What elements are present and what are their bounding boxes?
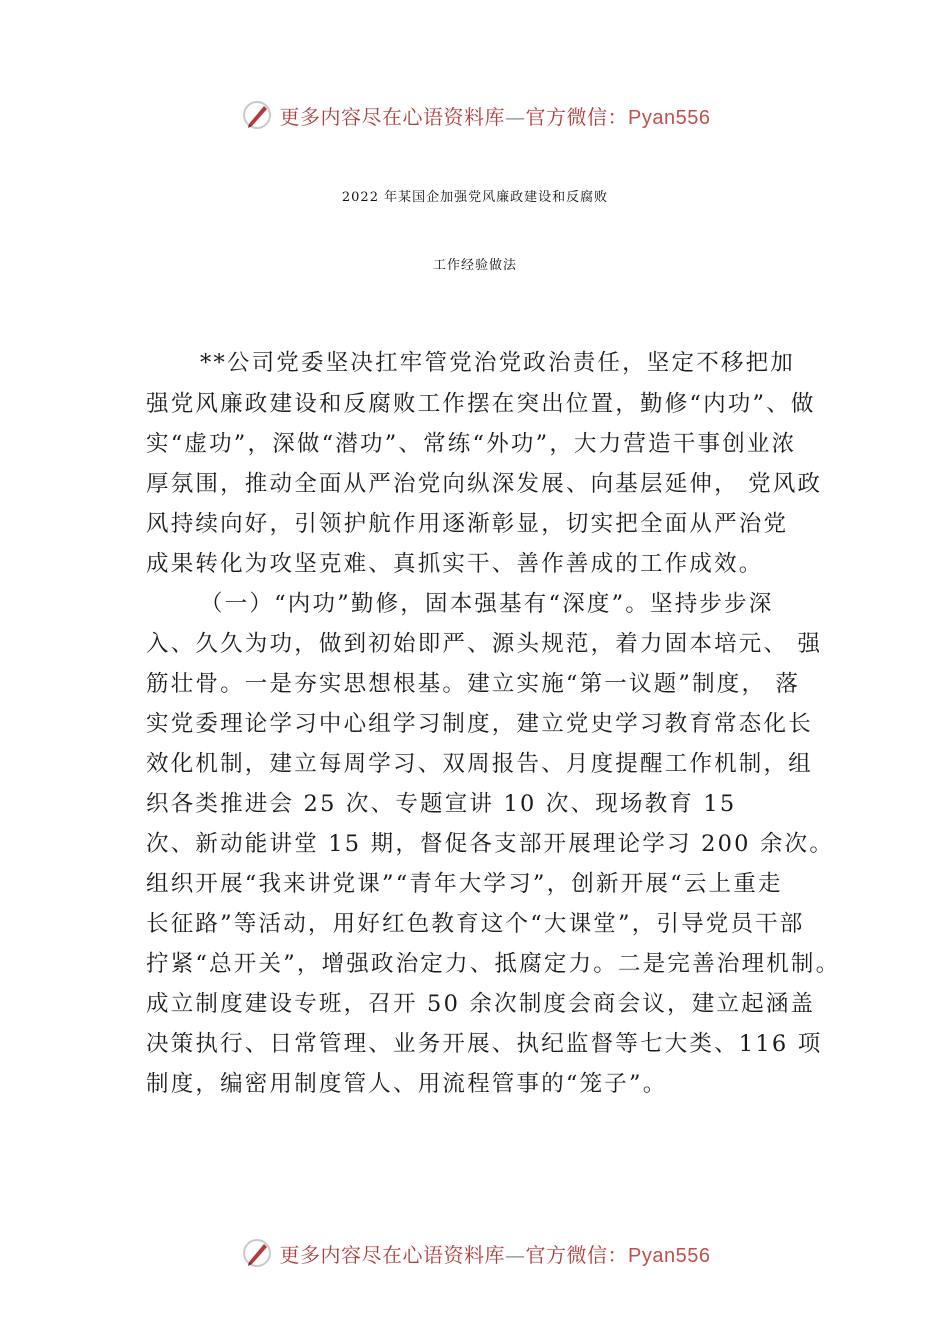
body-line: 长征路”等活动，用好红色教育这个“大课堂”，引导党员干部: [146, 911, 805, 937]
body-line: 实“虚功”，深做“潜功”、常练“外功”，大力营造干事创业浓: [146, 431, 797, 457]
watermark-id: Pyan556: [628, 1244, 711, 1267]
watermark-dash: —: [505, 1242, 526, 1267]
quill-logo-icon: [240, 1236, 274, 1270]
body-line: 效化机制，建立每周学习、双周报告、月度提醒工作机制，组: [146, 751, 813, 777]
body-line: 成立制度建设专班，召开 50 余次制度会商会议，建立起涵盖: [146, 991, 816, 1017]
body-line: 成果转化为攻坚克难、真抓实干、善作善成的工作成效。: [146, 551, 764, 577]
body-line: 制度，编密用制度管人、用流程管事的“笼子”。: [146, 1071, 668, 1097]
body-line: **公司党委坚决扛牢管党治党政治责任，坚定不移把加: [200, 350, 796, 376]
body-line: 组织开展“我来讲党课”“青年大学习”，创新开展“云上重走: [146, 871, 783, 897]
document-title-line-1: 2022 年某国企加强党风廉政建设和反腐败: [341, 190, 609, 205]
body-line: 强党风廉政建设和反腐败工作摆在突出位置，勤修“内功”、做: [146, 391, 816, 417]
watermark-text: [280, 101, 711, 130]
quill-logo-icon: [240, 98, 274, 132]
body-line: 筋壮骨。一是夯实思想根基。建立实施“第一议题”制度， 落: [146, 671, 801, 697]
body-line: 风持续向好，引领护航作用逐渐彰显，切实把全面从严治党: [146, 511, 789, 537]
document-title-line-2: 工作经验做法: [432, 258, 517, 273]
watermark-footer: [0, 1233, 950, 1273]
watermark-text: [280, 1239, 711, 1268]
body-line: 厚氛围，推动全面从严治党向纵深发展、向基层延伸， 党风政: [146, 471, 823, 497]
body-line: 实党委理论学习中心组学习制度，建立党史学习教育常态化长: [146, 711, 813, 737]
watermark-dash: —: [505, 104, 526, 129]
body-line: 次、新动能讲堂 15 期，督促各支部开展理论学习 200 余次。: [146, 831, 835, 857]
watermark-id: Pyan556: [628, 106, 711, 129]
body-line: 决策执行、日常管理、业务开展、执纪监督等七大类、116 项: [146, 1031, 823, 1057]
body-line: 织各类推进会 25 次、专题宣讲 10 次、现场教育 15: [146, 791, 737, 817]
watermark-main: 更多内容尽在心语资料库: [279, 104, 506, 129]
watermark-main: 更多内容尽在心语资料库: [279, 1242, 506, 1267]
body-line: 入、久久为功，做到初始即严、源头规范，着力固本培元、 强: [146, 631, 823, 657]
body-line: （一）“内功”勤修，固本强基有“深度”。坚持步步深: [200, 591, 774, 617]
watermark-header: [0, 95, 950, 135]
watermark-label: 官方微信：: [525, 1242, 629, 1267]
body-line: 拧紧“总开关”，增强政治定力、抵腐定力。二是完善治理机制。: [146, 951, 841, 977]
watermark-label: 官方微信：: [525, 104, 629, 129]
